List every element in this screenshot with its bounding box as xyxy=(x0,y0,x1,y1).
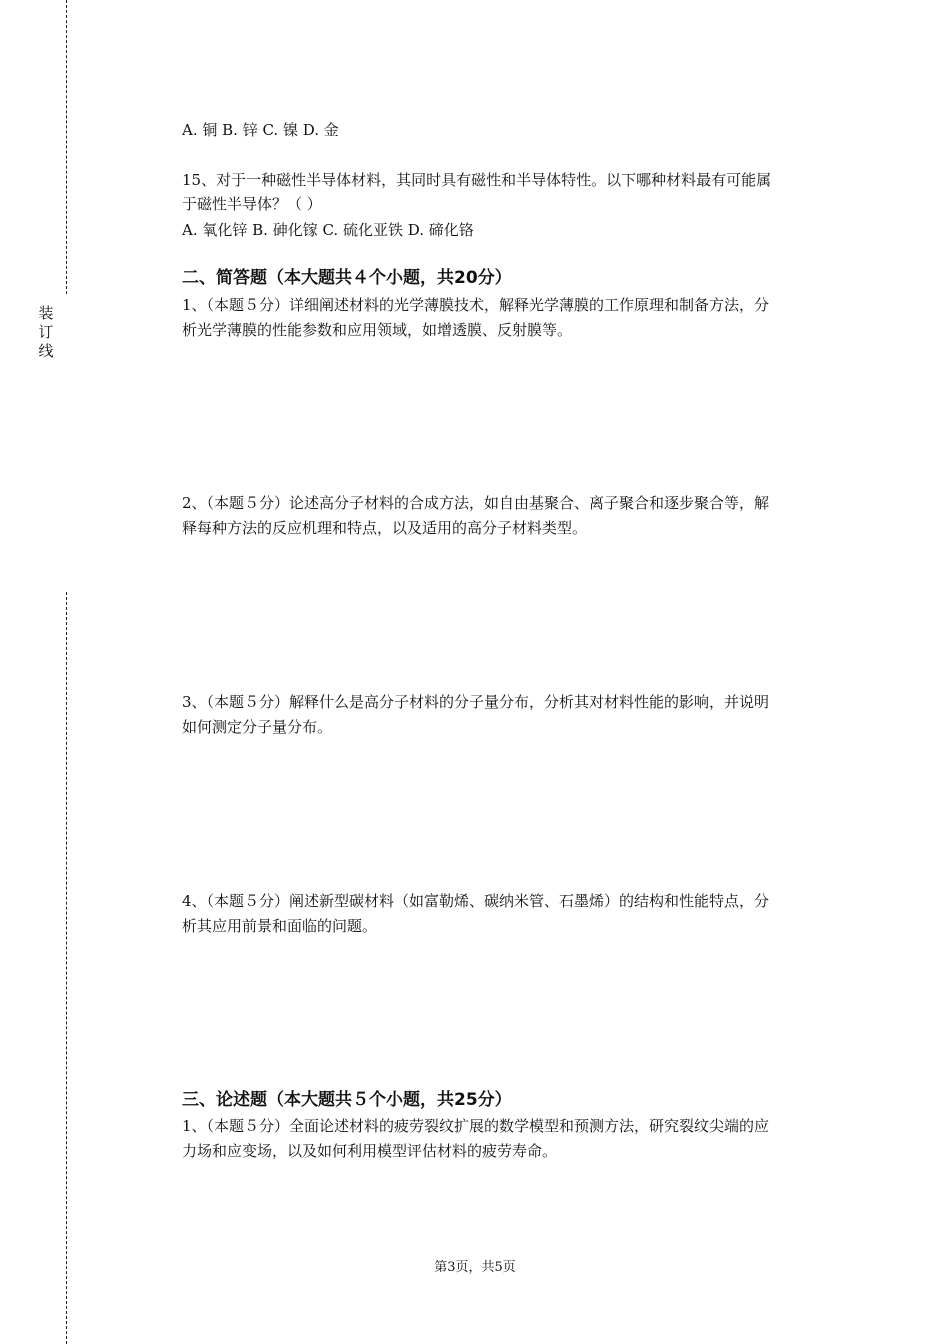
q15-options: A. 氧化锌 B. 砷化镓 C. 硫化亚铁 D. 碲化铬 xyxy=(182,221,474,239)
binding-char: 装 xyxy=(38,304,54,322)
page-footer: 第3页，共5页 xyxy=(434,1260,516,1275)
binding-char: 订 xyxy=(38,323,54,341)
s2-q2-line1: 2、（本题５分）论述高分子材料的合成方法，如自由基聚合、离子聚合和逐步聚合等，解 xyxy=(182,494,770,512)
s2-q4-line2: 析其应用前景和面临的问题。 xyxy=(182,917,378,935)
binding-label xyxy=(36,304,56,361)
q15-text-line1: 15、对于一种磁性半导体材料，其同时具有磁性和半导体特性。以下哪种材料最有可能属 xyxy=(182,171,772,189)
s2-q2-line2: 释每种方法的反应机理和特点，以及适用的高分子材料类型。 xyxy=(182,519,588,537)
s2-q3-line1: 3、（本题５分）解释什么是高分子材料的分子量分布，分析其对材料性能的影响，并说明 xyxy=(182,693,770,711)
section2-title: 二、简答题（本大题共４个小题，共20分） xyxy=(182,268,512,288)
section3-title: 三、论述题（本大题共５个小题，共25分） xyxy=(182,1090,512,1110)
q15-text-line2: 于磁性半导体？（ ） xyxy=(182,195,322,213)
binding-char: 线 xyxy=(38,342,54,360)
s3-q1-line1: 1、（本题５分）全面论述材料的疲劳裂纹扩展的数学模型和预测方法，研究裂纹尖端的应 xyxy=(182,1117,770,1135)
s2-q3-line2: 如何测定分子量分布。 xyxy=(182,718,333,736)
q14-options: A. 铜 B. 锌 C. 镍 D. 金 xyxy=(182,121,339,139)
s2-q1-line1: 1、（本题５分）详细阐述材料的光学薄膜技术，解释光学薄膜的工作原理和制备方法，分 xyxy=(182,296,770,314)
binding-dashed-line-top xyxy=(66,0,67,294)
s2-q1-line2: 析光学薄膜的性能参数和应用领域，如增透膜、反射膜等。 xyxy=(182,321,573,339)
binding-dashed-line-bottom xyxy=(66,592,67,1344)
s2-q4-line1: 4、（本题５分）阐述新型碳材料（如富勒烯、碳纳米管、石墨烯）的结构和性能特点，分 xyxy=(182,892,770,910)
s3-q1-line2: 力场和应变场，以及如何利用模型评估材料的疲劳寿命。 xyxy=(182,1142,558,1160)
